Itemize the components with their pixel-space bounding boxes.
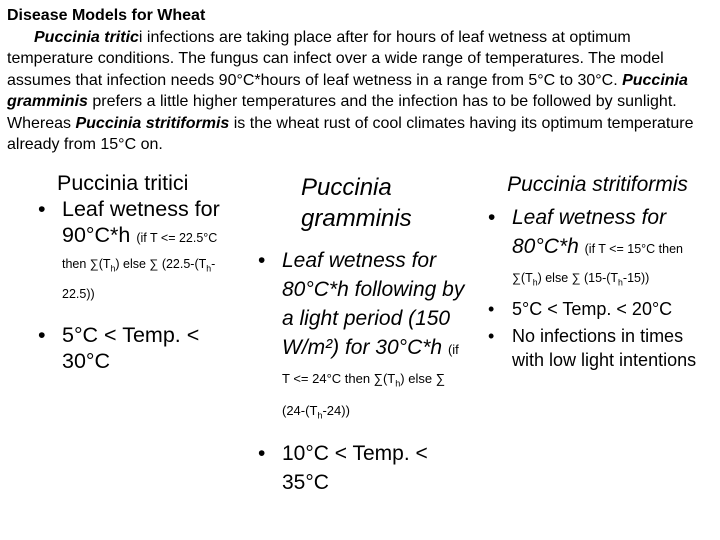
bullet-text: Leaf wetness for 80°C*h following by a light period (150 W/m²) for 30°C*h: [282, 249, 465, 359]
note-text: ) else ∑ (15-(T: [537, 271, 619, 285]
note-sub: h: [317, 410, 323, 421]
bullet-icon: •: [488, 298, 495, 319]
list-item: [30, 196, 230, 304]
column-gramminis: [250, 172, 465, 497]
note-text: -22.5)): [62, 257, 216, 301]
bullet-text: No infections in times with low light intentions: [512, 325, 697, 370]
note-sub: h: [532, 277, 538, 288]
bullet-icon: •: [488, 206, 496, 229]
bullet-icon: •: [38, 197, 46, 221]
note-sub: h: [618, 277, 623, 288]
bullet-list: [30, 196, 230, 374]
bullet-list: [250, 246, 465, 497]
column-tritici: [30, 170, 230, 374]
note-text: -24)): [322, 402, 350, 418]
note-sub: h: [110, 263, 116, 274]
note-text: (if T <= 22.5°C then ∑(T: [62, 231, 218, 271]
list-item: [250, 439, 465, 497]
note-text: ) else ∑ (24-(T: [282, 371, 445, 418]
bullet-text: 5°C < Temp. < 30°C: [62, 322, 200, 373]
note-text: -15)): [622, 271, 650, 285]
bullet-text: 5°C < Temp. < 20°C: [512, 298, 673, 319]
bullet-text: 10°C < Temp. < 35°C: [282, 442, 428, 495]
bullet-icon: •: [488, 325, 495, 346]
species-stritiformis: Puccinia stritiformis: [75, 114, 230, 132]
page-title: Disease Models for Wheat: [7, 7, 206, 24]
species-tritici: Puccinia tritic: [34, 28, 139, 46]
list-item: [480, 203, 705, 293]
bullet-text: Leaf wetness for 90°C*h: [62, 197, 220, 247]
list-item: [480, 297, 705, 321]
intro-block: [7, 5, 713, 156]
list-item: [480, 324, 705, 372]
bullet-icon: •: [258, 442, 266, 466]
intro-paragraph: [7, 27, 713, 156]
intro-text-2: prefers a little higher temperatures and the infection has to be followed by sunlight. Whereas: [7, 93, 677, 132]
intro-text-1: i infections are taking place after for hours of leaf wetness at optimum temperature conditions. The fungus can infect over a wide range of temperatures. The model assumes that infection needs 90°C*hours of leaf wetness in a range from 5°C to 30°C.: [7, 28, 664, 89]
note-sub: h: [395, 378, 401, 389]
column-heading: Puccinia gramminis: [301, 174, 412, 232]
note-text: (if T <= 15°C then ∑(T: [512, 242, 683, 285]
species-gramminis: Puccinia gramminis: [7, 71, 688, 110]
note-sub: h: [206, 263, 212, 274]
column-heading: Puccinia tritici: [57, 171, 189, 195]
note-text: ) else ∑ (22.5-(T: [115, 257, 207, 271]
bullet-list: [480, 203, 705, 372]
bullet-text: Leaf wetness for 80°C*h: [512, 206, 667, 258]
list-item: [30, 322, 230, 374]
column-heading: Puccinia stritiformis: [507, 173, 688, 196]
bullet-icon: •: [258, 249, 266, 272]
bullet-icon: •: [38, 322, 46, 347]
column-stritiformis: [480, 170, 705, 372]
list-item: [250, 246, 465, 425]
note-text: (if T <= 24°C then ∑(T: [282, 342, 459, 386]
intro-text-3: is the wheat rust of cool climates having its optimum temperature already from 15°C on.: [7, 114, 694, 153]
